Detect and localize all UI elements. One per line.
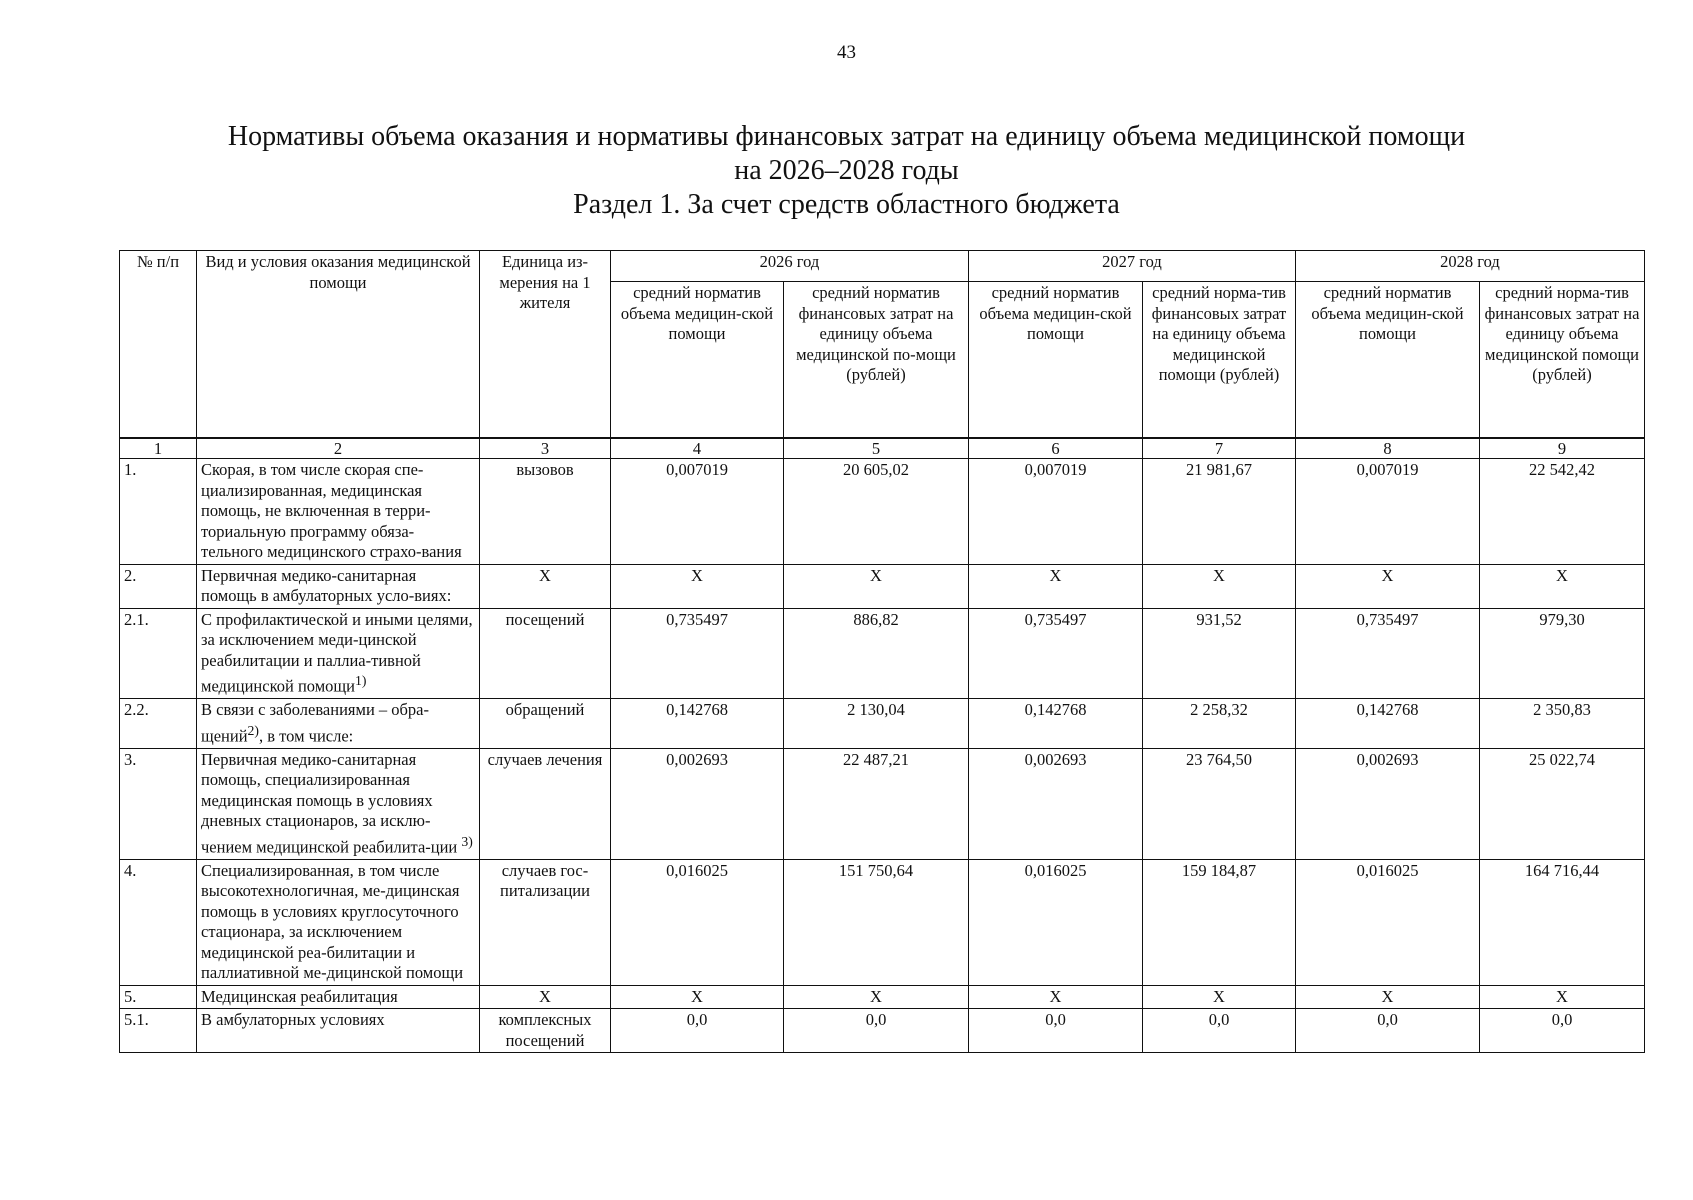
document-title	[0, 120, 1693, 188]
header-finance-2027: средний норма-тив финансовых затрат на единицу объема медицинской помощи (рублей)	[1143, 282, 1296, 439]
row-finance-2026: Х	[784, 564, 969, 608]
row-unit: комплексных посещений	[480, 1009, 611, 1053]
row-care-type: Медицинская реабилитация	[197, 985, 480, 1009]
row-finance-2028: 979,30	[1480, 608, 1645, 699]
row-finance-2026: Х	[784, 985, 969, 1009]
header-volume-2026: средний норматив объема медицин-ской помощи	[611, 282, 784, 439]
row-volume-2027: Х	[969, 985, 1143, 1009]
row-finance-2027: 2 258,32	[1143, 699, 1296, 749]
row-finance-2026: 0,0	[784, 1009, 969, 1053]
row-volume-2027: 0,007019	[969, 459, 1143, 565]
norms-table	[119, 250, 1645, 1053]
column-number: 2	[197, 438, 480, 459]
row-care-type: Специализированная, в том числе высокотехнологичная, ме-дицинская помощь в условиях круглосуточного стационара, за исключением медицинской реа-билитации и паллиативной ме-дицинской помощи	[197, 859, 480, 985]
table-row	[120, 985, 1645, 1009]
row-unit: Х	[480, 564, 611, 608]
row-finance-2028: Х	[1480, 564, 1645, 608]
row-finance-2028: Х	[1480, 985, 1645, 1009]
column-number: 7	[1143, 438, 1296, 459]
column-number: 5	[784, 438, 969, 459]
row-care-type	[197, 748, 480, 859]
row-finance-2028: 2 350,83	[1480, 699, 1645, 749]
row-care-type: Скорая, в том числе скорая спе-циализированная, медицинская помощь, не включенная в терри-ториальную программу обяза-тельного медицинского страхо-вания	[197, 459, 480, 565]
row-care-type-text: Первичная медико-санитарная помощь, специализированная медицинская помощь в условиях дневных стационаров, за исклю-чением медицинской реабилита-ции	[201, 749, 458, 856]
row-volume-2027: 0,002693	[969, 748, 1143, 859]
header-number: № п/п	[120, 251, 197, 439]
header-care-type: Вид и условия оказания медицинской помощи	[197, 251, 480, 439]
header-volume-2028: средний норматив объема медицин-ской помощи	[1296, 282, 1480, 439]
table-row	[120, 459, 1645, 565]
row-finance-2027: 23 764,50	[1143, 748, 1296, 859]
header-year-2027: 2027 год	[969, 251, 1296, 282]
column-number: 3	[480, 438, 611, 459]
row-volume-2028: 0,735497	[1296, 608, 1480, 699]
header-year-2028: 2028 год	[1296, 251, 1645, 282]
row-volume-2028: Х	[1296, 564, 1480, 608]
column-number-row	[120, 438, 1645, 459]
row-number: 2.2.	[120, 699, 197, 749]
row-finance-2026: 2 130,04	[784, 699, 969, 749]
row-number: 5.	[120, 985, 197, 1009]
row-care-type-text: В связи с заболеваниями – обра-щений	[201, 700, 429, 745]
column-number: 6	[969, 438, 1143, 459]
row-finance-2027: Х	[1143, 985, 1296, 1009]
row-finance-2027: 931,52	[1143, 608, 1296, 699]
row-care-type	[197, 608, 480, 699]
row-unit: посещений	[480, 608, 611, 699]
row-volume-2027: 0,016025	[969, 859, 1143, 985]
column-number: 8	[1296, 438, 1480, 459]
row-volume-2026: 0,002693	[611, 748, 784, 859]
row-volume-2027: 0,142768	[969, 699, 1143, 749]
row-finance-2026: 20 605,02	[784, 459, 969, 565]
table-row	[120, 564, 1645, 608]
column-number: 4	[611, 438, 784, 459]
row-volume-2028: 0,007019	[1296, 459, 1480, 565]
row-number: 2.	[120, 564, 197, 608]
row-finance-2027: 21 981,67	[1143, 459, 1296, 565]
title-line-2: на 2026–2028 годы	[734, 155, 959, 186]
row-care-type-text: , в том числе:	[259, 726, 354, 745]
row-unit: вызовов	[480, 459, 611, 565]
header-volume-2027: средний норматив объема медицин-ской помощи	[969, 282, 1143, 439]
row-finance-2028: 0,0	[1480, 1009, 1645, 1053]
footnote-mark: 2)	[247, 722, 259, 738]
row-volume-2026: Х	[611, 985, 784, 1009]
table-row	[120, 699, 1645, 749]
table-row	[120, 859, 1645, 985]
row-finance-2027: 159 184,87	[1143, 859, 1296, 985]
row-volume-2028: Х	[1296, 985, 1480, 1009]
column-number: 9	[1480, 438, 1645, 459]
row-volume-2027: 0,735497	[969, 608, 1143, 699]
row-number: 3.	[120, 748, 197, 859]
row-care-type-text: С профилактической и иными целями, за исключением меди-цинской реабилитации и паллиа-тивной медицинской помощи	[201, 609, 473, 696]
page-number: 43	[837, 42, 856, 63]
row-volume-2026: 0,007019	[611, 459, 784, 565]
row-unit: Х	[480, 985, 611, 1009]
header-finance-2026: средний норматив финансовых затрат на единицу объема медицинской по-мощи (рублей)	[784, 282, 969, 439]
row-number: 5.1.	[120, 1009, 197, 1053]
section-title: Раздел 1. За счет средств областного бюджета	[573, 189, 1120, 220]
row-number: 4.	[120, 859, 197, 985]
row-volume-2026: Х	[611, 564, 784, 608]
table-row	[120, 1009, 1645, 1053]
row-volume-2028: 0,142768	[1296, 699, 1480, 749]
row-volume-2026: 0,142768	[611, 699, 784, 749]
row-number: 1.	[120, 459, 197, 565]
row-finance-2028: 22 542,42	[1480, 459, 1645, 565]
row-volume-2027: 0,0	[969, 1009, 1143, 1053]
column-number: 1	[120, 438, 197, 459]
row-finance-2026: 22 487,21	[784, 748, 969, 859]
row-finance-2027: 0,0	[1143, 1009, 1296, 1053]
row-number: 2.1.	[120, 608, 197, 699]
row-care-type: В амбулаторных условиях	[197, 1009, 480, 1053]
table-row	[120, 748, 1645, 859]
row-volume-2028: 0,016025	[1296, 859, 1480, 985]
row-unit: обращений	[480, 699, 611, 749]
footnote-mark: 1)	[354, 673, 367, 688]
header-unit: Единица из-мерения на 1 жителя	[480, 251, 611, 439]
row-volume-2026: 0,016025	[611, 859, 784, 985]
table-row	[120, 608, 1645, 699]
footnote-mark: 3)	[461, 833, 473, 849]
row-volume-2028: 0,0	[1296, 1009, 1480, 1053]
row-volume-2028: 0,002693	[1296, 748, 1480, 859]
row-unit: случаев лечения	[480, 748, 611, 859]
row-volume-2027: Х	[969, 564, 1143, 608]
row-finance-2026: 151 750,64	[784, 859, 969, 985]
row-care-type	[197, 699, 480, 749]
title-line-1: Нормативы объема оказания и нормативы финансовых затрат на единицу объема медицинской помощи	[227, 121, 1466, 152]
header-year-2026: 2026 год	[611, 251, 969, 282]
row-volume-2026: 0,0	[611, 1009, 784, 1053]
header-finance-2028: средний норма-тив финансовых затрат на единицу объема медицинской помощи (рублей)	[1480, 282, 1645, 439]
row-finance-2028: 25 022,74	[1480, 748, 1645, 859]
row-unit: случаев гос-питализации	[480, 859, 611, 985]
row-finance-2026: 886,82	[784, 608, 969, 699]
row-finance-2028: 164 716,44	[1480, 859, 1645, 985]
row-finance-2027: Х	[1143, 564, 1296, 608]
header-row-1	[120, 251, 1645, 282]
row-volume-2026: 0,735497	[611, 608, 784, 699]
row-care-type: Первичная медико-санитарная помощь в амбулаторных усло-виях:	[197, 564, 480, 608]
